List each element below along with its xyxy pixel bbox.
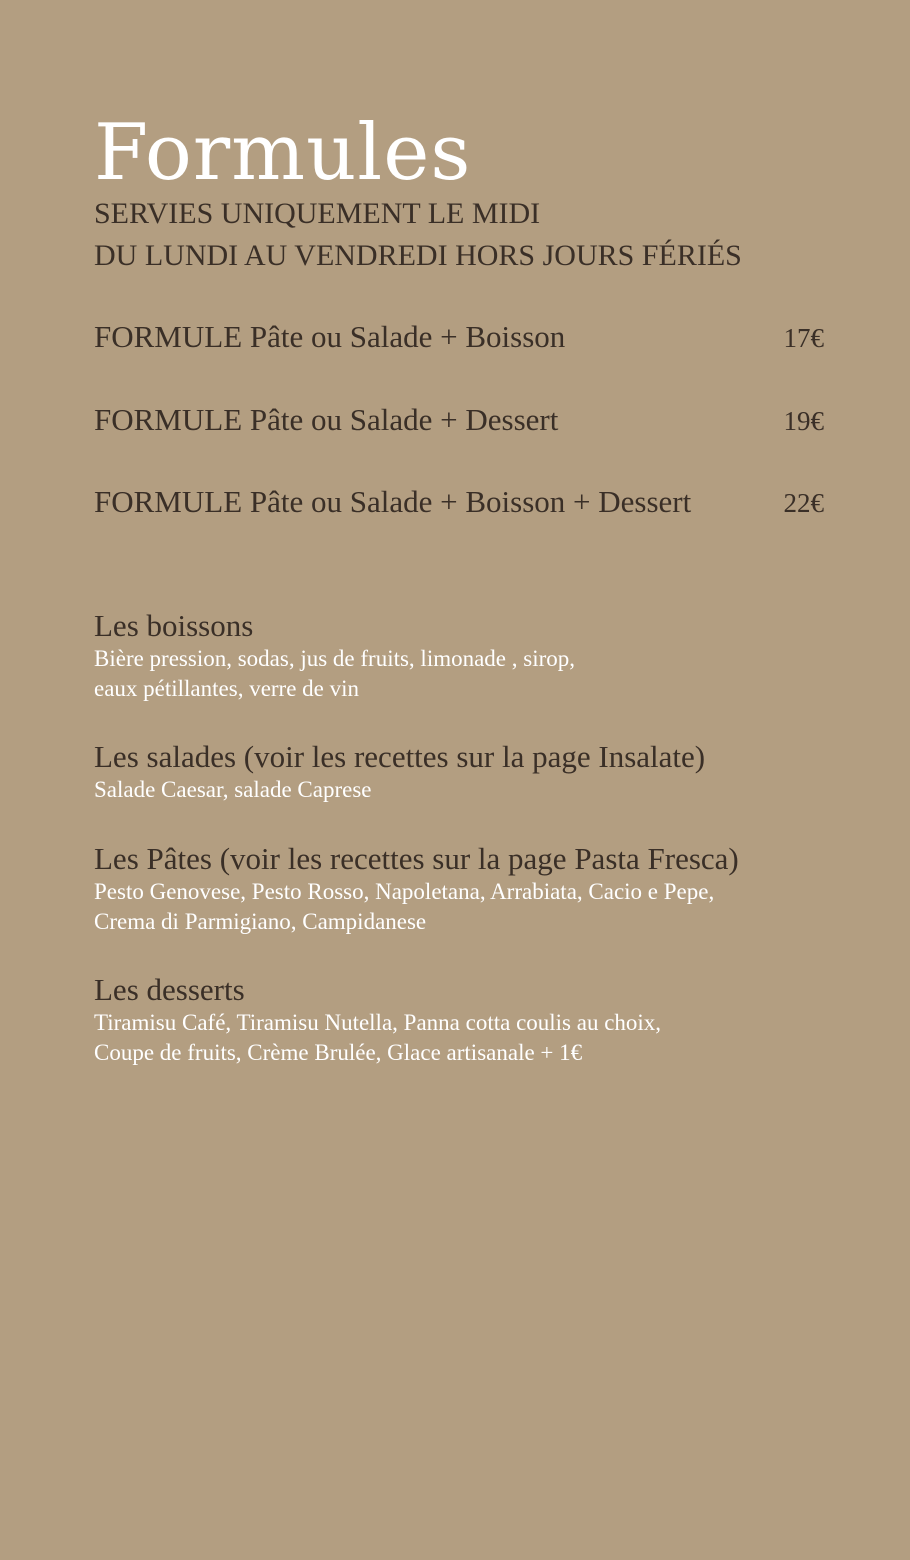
section-heading: Les Pâtes (voir les recettes sur la page Pasta Fresca) (94, 841, 739, 876)
section-heading: Les desserts (94, 972, 245, 1007)
subtitle-line-2: DU LUNDI AU VENDREDI HORS JOURS FÉRIÉS (94, 239, 742, 272)
formula-label: FORMULE Pâte ou Salade + Boisson (94, 319, 566, 354)
section-salades (94, 739, 824, 805)
formula-row (94, 317, 824, 357)
formula-label: FORMULE Pâte ou Salade + Boisson + Dessert (94, 484, 692, 519)
section-boissons (94, 608, 824, 704)
formula-label: FORMULE Pâte ou Salade + Dessert (94, 402, 559, 437)
formula-price: 17€ (783, 323, 824, 353)
section-line: Tiramisu Café, Tiramisu Nutella, Panna cotta coulis au choix, (94, 1010, 662, 1035)
section-line: Salade Caesar, salade Caprese (94, 777, 372, 802)
formula-row (94, 482, 824, 522)
section-line: Coupe de fruits, Crème Brulée, Glace artisanale + 1€ (94, 1040, 583, 1065)
section-line: Bière pression, sodas, jus de fruits, limonade , sirop, (94, 646, 576, 671)
formula-price: 19€ (783, 406, 824, 436)
section-heading: Les salades (voir les recettes sur la page Insalate) (94, 739, 706, 774)
formula-row (94, 400, 824, 440)
section-desserts (94, 972, 824, 1068)
section-pates (94, 841, 824, 937)
formula-price: 22€ (783, 488, 824, 518)
section-heading: Les boissons (94, 608, 254, 643)
section-line: eaux pétillantes, verre de vin (94, 676, 360, 701)
subtitle-line-1: SERVIES UNIQUEMENT LE MIDI (94, 197, 541, 230)
section-line: Crema di Parmigiano, Campidanese (94, 909, 427, 934)
section-line: Pesto Genovese, Pesto Rosso, Napoletana, Arrabiata, Cacio e Pepe, (94, 879, 715, 904)
page-title: Formules (94, 108, 472, 198)
